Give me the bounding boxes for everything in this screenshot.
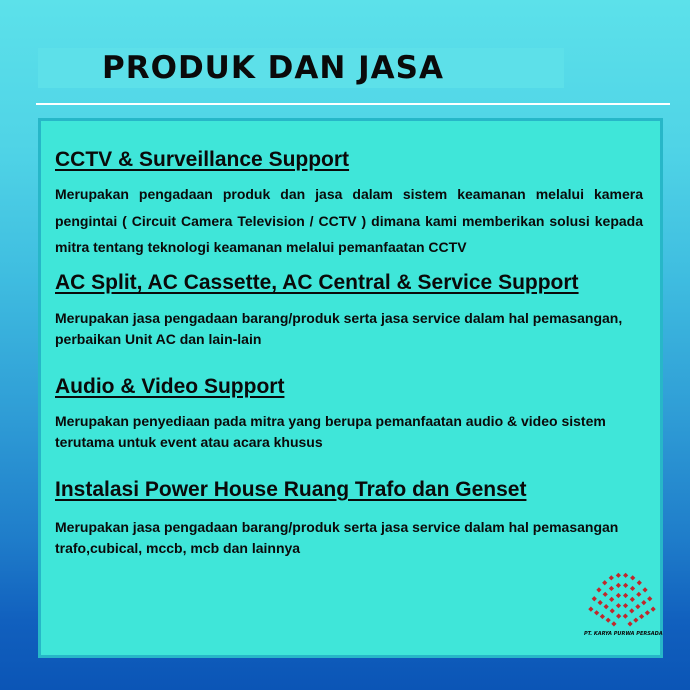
section-cctv bbox=[55, 147, 655, 261]
logo-diamond bbox=[616, 603, 621, 608]
logo-diamond bbox=[609, 586, 614, 591]
page-title: PRODUK DAN JASA bbox=[102, 50, 444, 86]
section-heading: Audio & Video Support bbox=[55, 375, 285, 398]
content-panel bbox=[38, 118, 663, 658]
logo-diamond bbox=[598, 600, 603, 605]
logo-diamond bbox=[600, 614, 605, 619]
section-heading: CCTV & Surveillance Support bbox=[55, 148, 350, 171]
logo-diamond bbox=[606, 618, 611, 623]
title-banner bbox=[38, 48, 564, 88]
logo-diamond bbox=[637, 580, 642, 585]
logo-diamond bbox=[623, 593, 628, 598]
title-divider bbox=[36, 103, 670, 105]
logo-diamond bbox=[616, 593, 621, 598]
logo-diamond bbox=[630, 597, 635, 602]
logo-diamond bbox=[616, 583, 621, 588]
section-description: Merupakan jasa pengadaan barang/produk serta jasa service dalam hal pemasangan trafo,cubical, mccb, mcb dan lainnya bbox=[55, 519, 619, 556]
company-name: PT. KARYA PURWA PERSADA bbox=[584, 631, 663, 637]
logo-diamond bbox=[604, 604, 609, 609]
logo-diamond bbox=[630, 575, 635, 580]
logo-diamond bbox=[602, 580, 607, 585]
section-description: Merupakan penyediaan pada mitra yang berupa pemanfaatan audio & video sistem terutama untuk event atau acara khusus bbox=[55, 413, 606, 450]
company-logo bbox=[584, 561, 663, 647]
logo-diamond bbox=[623, 613, 628, 618]
logo-diamond bbox=[616, 573, 621, 578]
red-diamond-arch-logo-icon bbox=[584, 561, 660, 629]
logo-diamond bbox=[623, 573, 628, 578]
section-audio-video bbox=[55, 374, 655, 453]
logo-diamond bbox=[629, 608, 634, 613]
logo-diamond bbox=[642, 587, 647, 592]
logo-diamond bbox=[609, 575, 614, 580]
section-description: Merupakan jasa pengadaan barang/produk serta jasa service dalam hal pemasangan, perbaikan Unit AC dan lain-lain bbox=[55, 310, 623, 347]
logo-diamond bbox=[603, 592, 608, 597]
logo-diamond bbox=[610, 608, 615, 613]
logo-diamond bbox=[635, 604, 640, 609]
logo-diamond bbox=[651, 607, 656, 612]
logo-diamond bbox=[616, 613, 621, 618]
logo-diamond bbox=[596, 587, 601, 592]
section-heading: AC Split, AC Cassette, AC Central & Service Support bbox=[55, 271, 579, 294]
logo-diamond bbox=[627, 621, 632, 626]
logo-diamond bbox=[592, 596, 597, 601]
logo-diamond bbox=[645, 610, 650, 615]
logo-diamond bbox=[611, 621, 616, 626]
section-description: Merupakan pengadaan produk dan jasa dalam sistem keamanan melalui kamera pengintai ( Circuit Camera Television / CCTV ) dimana kami memberikan solusi kepada mitra tentang teknologi keamanan melalui pemanfaatan CCTV bbox=[55, 186, 643, 255]
section-ac bbox=[55, 270, 655, 350]
logo-diamond bbox=[630, 586, 635, 591]
logo-diamond bbox=[594, 610, 599, 615]
section-power-house bbox=[55, 477, 655, 559]
logo-diamond bbox=[623, 583, 628, 588]
logo-diamond bbox=[641, 600, 646, 605]
logo-diamond bbox=[609, 597, 614, 602]
logo-diamond bbox=[588, 607, 593, 612]
logo-diamond bbox=[647, 596, 652, 601]
logo-diamond bbox=[636, 592, 641, 597]
logo-diamond bbox=[623, 603, 628, 608]
section-heading: Instalasi Power House Ruang Trafo dan Genset bbox=[55, 478, 527, 501]
logo-diamond bbox=[639, 614, 644, 619]
logo-diamond bbox=[633, 618, 638, 623]
